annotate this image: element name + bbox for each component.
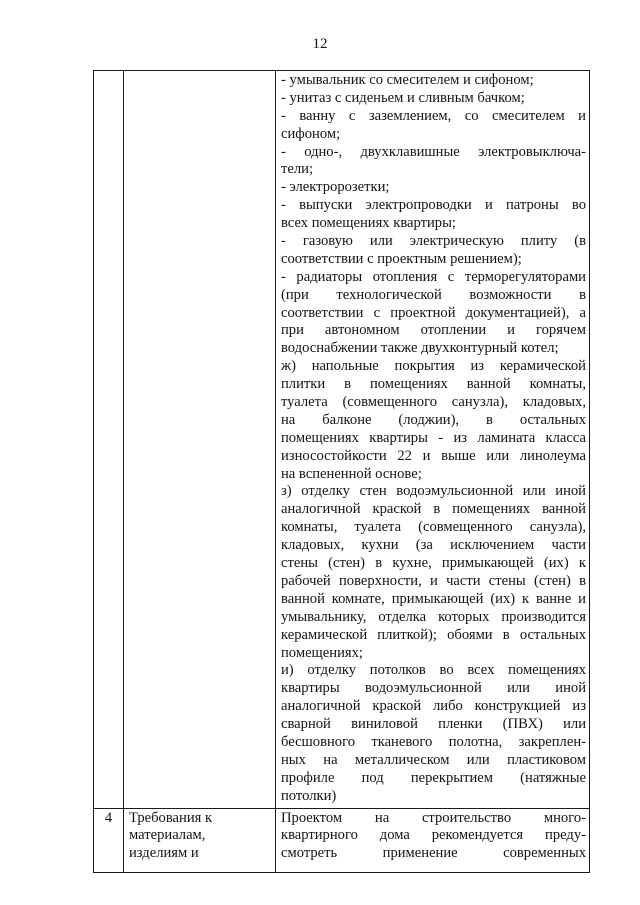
row-number-cell [94, 71, 124, 809]
description-line: ванной комнате, примыкающей (их) к ванне и [281, 590, 586, 607]
description-line: соответствии с проектной документацией), а [281, 304, 586, 321]
description-line: водоснабжении также двухконтурный котел; [281, 340, 559, 357]
description-line: соответствии с проектным решением); [281, 250, 522, 267]
row-name-line: материалам, [129, 827, 206, 844]
row-number-cell: 4 [94, 808, 124, 872]
description-line: - унитаз с сиденьем и сливным бачком; [281, 89, 525, 106]
table-row [94, 71, 590, 809]
description-line: на балконе (лоджии), в остальных [281, 411, 586, 428]
description-line: ж) напольные покрытия из керамической [281, 358, 586, 375]
description-line: износостойкости 22 и выше или линолеума [281, 447, 586, 464]
requirements-table [93, 70, 590, 873]
row-name-cell [124, 71, 276, 809]
row-description-cell [276, 71, 590, 809]
description-line: профиле под перекрытием (натяжные [281, 769, 586, 786]
description-line: квартиры водоэмульсионной или иной [281, 680, 586, 697]
description-line: и) отделку потолков во всех помещениях [281, 662, 586, 679]
description-line: - газовую или электрическую плиту (в [281, 233, 586, 250]
row-description-cell [276, 808, 590, 872]
description-line: рабочей поверхности, и части стены (стен) в [281, 572, 586, 589]
description-line: - умывальник со смесителем и сифоном; [281, 72, 534, 88]
description-line: бесшовного тканевого полотна, закреплен- [281, 733, 586, 750]
description-line: квартирного дома рекомендуется преду- [281, 827, 586, 844]
description-line: комнаты, туалета (совмещенного санузла), [281, 519, 586, 536]
description-line: - ванну с заземлением, со смесителем и [281, 107, 586, 124]
description-line: аналогичной краской либо конструкцией из [281, 698, 586, 715]
table-row [94, 808, 590, 872]
description-line: - электророзетки; [281, 179, 390, 196]
description-line: на вспененной основе; [281, 465, 422, 482]
description-line: при автономном отоплении и горячем [281, 322, 586, 339]
description-line: потолки) [281, 787, 337, 804]
row-name-cell [124, 808, 276, 872]
page-number: 12 [312, 36, 328, 52]
description-line: помещениях квартиры - из ламината класса [281, 429, 586, 446]
description-line: тели; [281, 161, 314, 178]
description-line: сварной виниловой пленки (ПВХ) или [281, 716, 586, 733]
description-line: керамической плиткой); обоями в остальных [281, 626, 586, 643]
description-line: аналогичной краской в помещениях ванной [281, 501, 586, 518]
description-line: стены (стен) в кухне, примыкающей (их) к [281, 555, 586, 572]
description-line: смотреть применение современных [281, 845, 586, 862]
description-line: помещениях; [281, 644, 363, 661]
row-name-line: Требования к [129, 809, 213, 826]
row-name-line: изделиям и [129, 845, 199, 862]
description-line: з) отделку стен водоэмульсионной или иной [281, 483, 586, 500]
description-line: ных на металлическом или пластиковом [281, 751, 586, 768]
description-line: Проектом на строительство много- [281, 809, 586, 826]
description-line: плитки в помещениях ванной комнаты, [281, 376, 586, 393]
description-line: кладовых, кухни (за исключением части [281, 537, 586, 554]
description-line: - одно-, двухклавишные электровыключа- [281, 143, 586, 160]
description-line: туалета (совмещенного санузла), кладовых, [281, 394, 586, 411]
description-line: - выпуски электропроводки и патроны во [281, 197, 586, 214]
description-line: сифоном; [281, 125, 341, 142]
description-line: всех помещениях квартиры; [281, 215, 456, 232]
description-line: умывальнику, отделка которых производится [281, 608, 586, 625]
description-line: (при технологической возможности в [281, 286, 586, 303]
description-line: - радиаторы отопления с терморегуляторами [281, 268, 586, 285]
